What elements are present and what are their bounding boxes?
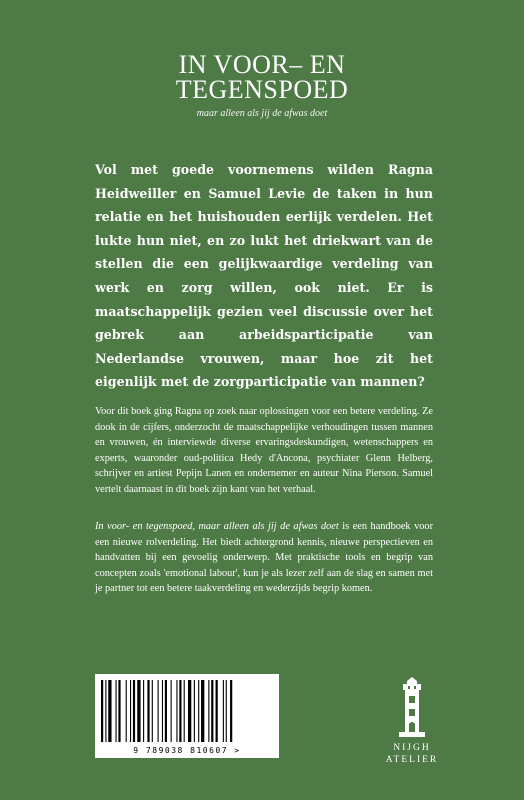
book-title-italic: In voor- en tegenspoed, maar alleen als jij de afwas doet [95, 521, 339, 532]
blurb-text: Vol met goede voornemens wilden Ragna Heidweiller en Samuel Levie de taken in hun relatie en het huishouden eerlijk verdelen. Het lukte hun niet, en zo lukt het driekwart van de stellen die een gelijkwaardige verdeling van werk en zorg willen, ook niet. Er is maatschappelijk gezien veel discussie over het gebrek aan arbeidsparticipatie van Nederlandse vrouwen, maar hoe zit het eigenlijk met de zorgparticipatie van mannen? [95, 162, 433, 390]
barcode-digits: 9 789038 810607 > [133, 746, 241, 755]
description-paragraph-2 [95, 519, 433, 597]
book-subtitle: maar alleen als jij de afwas doet [196, 108, 328, 119]
description-paragraph-1: Voor dit boek ging Ragna op zoek naar oplossingen voor een betere verdeling. Ze dook in de cijfers, onderzocht de maatschappelijke verhoudingen tussen mannen en vrouwen, én interviewde diverse ervaringsdeskundigen, wetenschappers en experts, waaronder oud-politica Hedy d'Ancona, psychiater Glenn Helberg, schrijver en artiest Pepijn Lanen en ondernemer en auteur Nina Pierson. Samuel vertelt daarnaast in dit boek zijn kant van het verhaal. [95, 406, 433, 495]
book-title-line-1: IN VOOR– EN [178, 50, 346, 79]
book-title-line-2: TEGENSPOED [175, 75, 349, 104]
publisher-name-line-2: ATELIER [385, 755, 439, 765]
description-paragraph-2-text: is een handboek voor een nieuwe rolverdeling. Het biedt achtergrond kennis, nieuwe perspectieven en handvatten bij een gevoelig onderwerp. Met praktische tools en begrip van concepten zoals 'emotional labour', kun je als lezer zelf aan de slag en samen met je partner tot een betere taakverdeling en wederzijds begrip komen. [95, 521, 434, 595]
title-block [0, 52, 524, 119]
publisher-name-line-1: NIJGH [393, 743, 431, 753]
tower-icon [397, 676, 427, 738]
barcode-bars [101, 680, 273, 742]
isbn-barcode [95, 674, 279, 758]
publisher-logo [380, 676, 444, 766]
